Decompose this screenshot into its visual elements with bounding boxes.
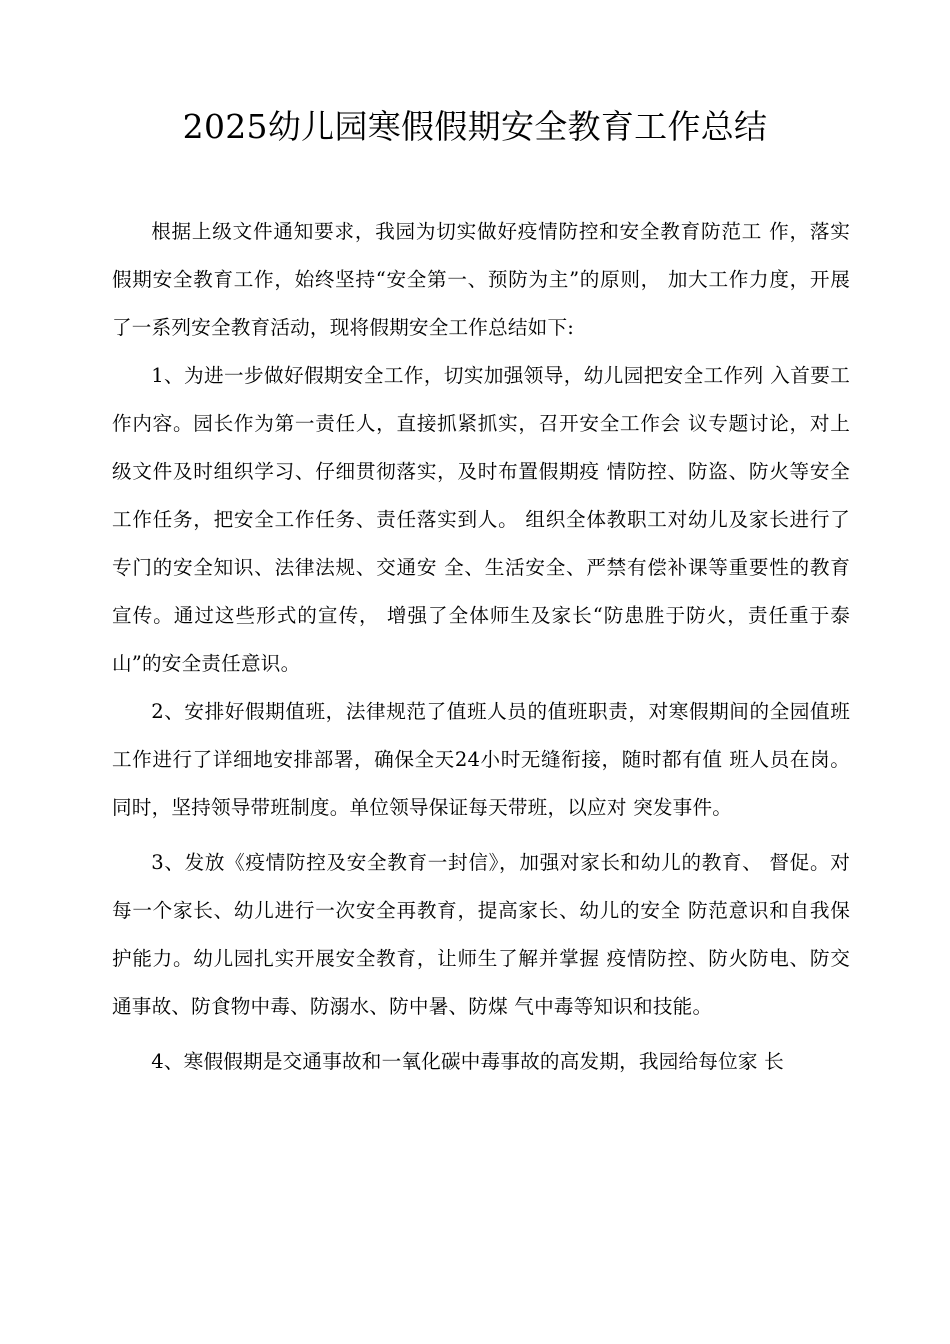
document-title: 2025幼儿园寒假假期安全教育工作总结 [182,107,768,146]
paragraph-item-1: 1、为进一步做好假期安全工作，切实加强领导，幼儿园把安全工作列 入首要工作内容。园长作为第一责任人，直接抓紧抓实，召开安全工作会 议专题讨论，对上级文件及时组织学习、仔细贯彻落实，及时布置假期疫 情防控、防盗、防火等安全工作任务，把安全工作任务、责任落实到人。 组织全体教职工对幼儿及家长进行了专门的安全知识、法律法规、交通安 全、生活安全、严禁有偿补课等重要性的教育宣传。通过这些形式的宣传， 增强了全体师生及家长“防患胜于防火，责任重于泰山”的安全责任意识。 [112,364,850,675]
paragraph-item-3: 3、发放《疫情防控及安全教育一封信》，加强对家长和幼儿的教育、 督促。对每一个家长、幼儿进行一次安全再教育，提高家长、幼儿的安全 防范意识和自我保护能力。幼儿园扎实开展安全教育，让师生了解并掌握 疫情防控、防火防电、防交通事故、防食物中毒、防溺水、防中暑、防煤 气中毒等知识和技能。 [112,851,850,1018]
document-body [112,208,850,1086]
paragraph-item-4: 4、寒假假期是交通事故和一氧化碳中毒事故的高发期，我园给每位家 长 [151,1050,784,1073]
paragraph-intro: 根据上级文件通知要求，我园为切实做好疫情防控和安全教育防范工 作，落实假期安全教育工作，始终坚持“安全第一、预防为主”的原则， 加大工作力度，开展了一系列安全教育活动，现将假期安全工作总结如下: [112,220,850,339]
paragraph-item-2: 2、安排好假期值班，法律规范了值班人员的值班职责，对寒假期间的全园值班工作进行了详细地安排部署，确保全天24小时无缝衔接，随时都有值 班人员在岗。同时，坚持领导带班制度。单位领导保证每天带班，以应对 突发事件。 [112,700,850,819]
